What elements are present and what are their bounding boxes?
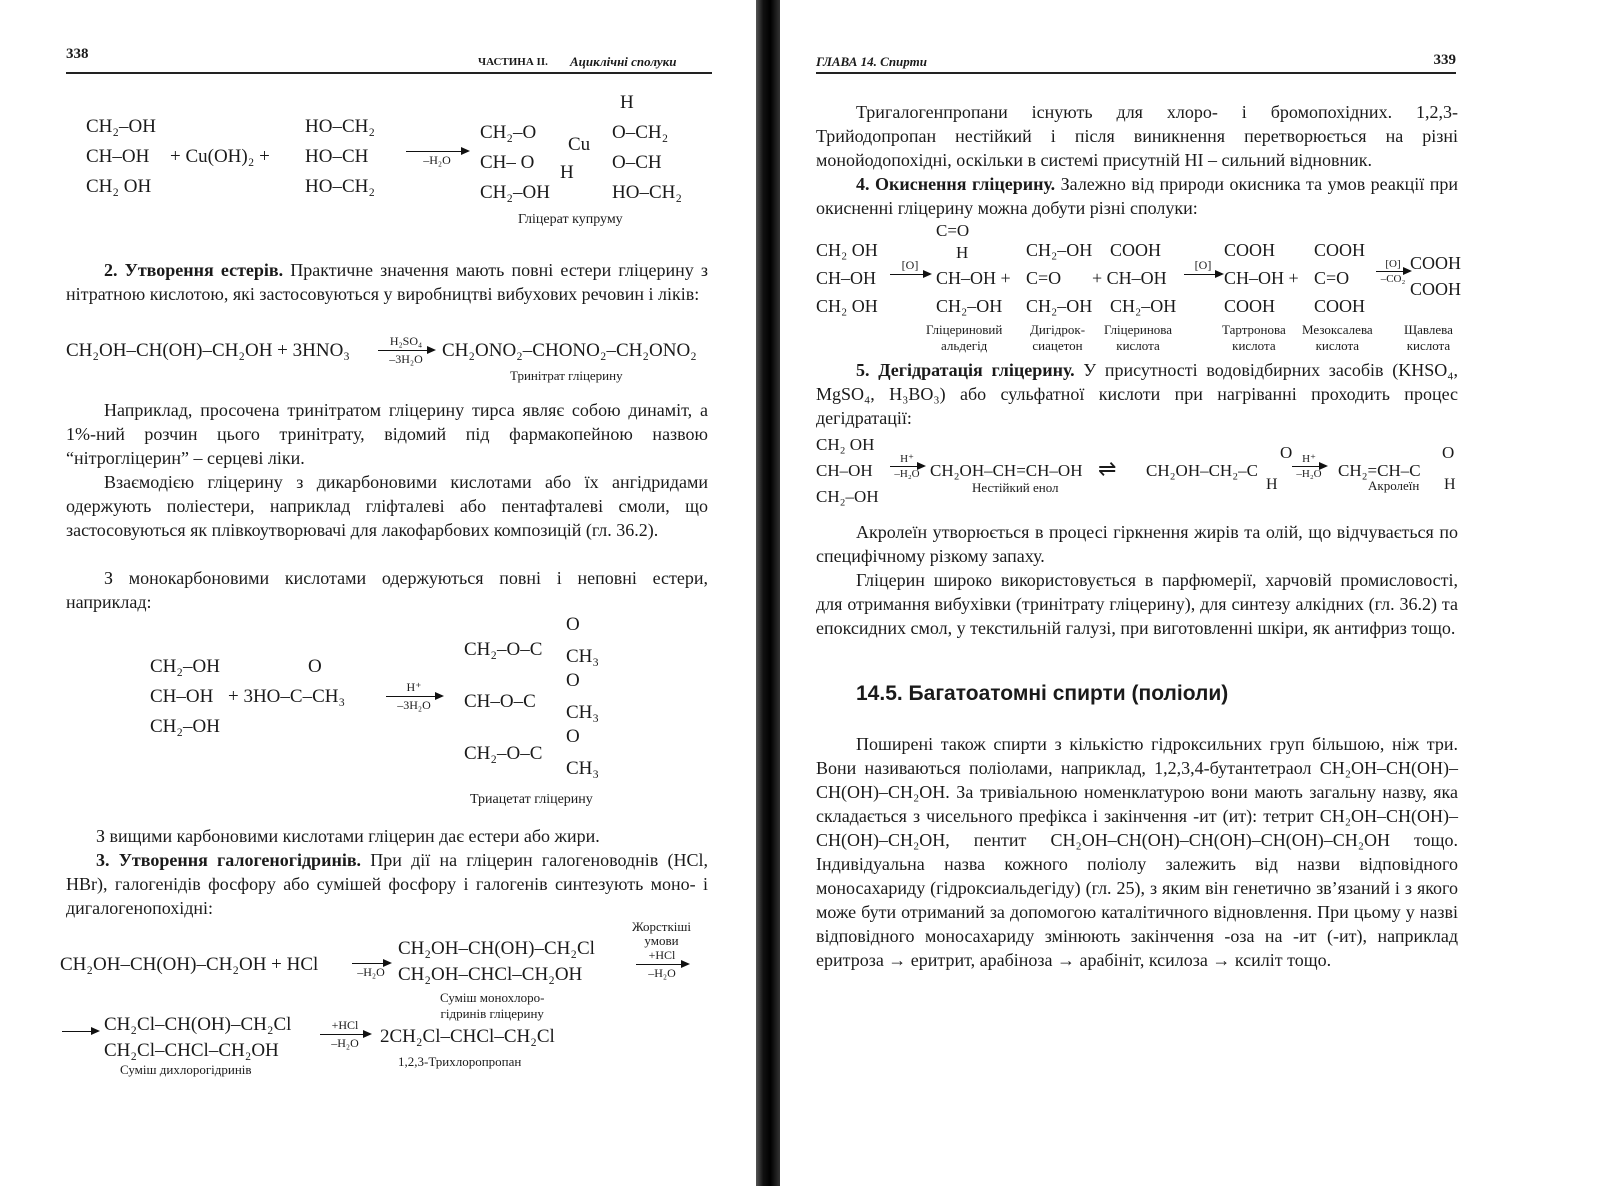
section2-paragraph: 2. Утворення естерів. Практичне значення мають повні естери гліцерину з нітратною кислотою, які застосовуються у виробництві вибухових речовин і ліків: [66, 260, 708, 304]
ox-caption-3: Гліцеринова кислота [1104, 322, 1173, 353]
nitrate-arrow: H₂SO₄ –3H₂O [378, 334, 434, 367]
ox-arrow-2: [O] [1184, 258, 1222, 276]
ox-arrow-3: [O] –CO₂ [1376, 258, 1410, 285]
ox-caption-4: Тартронова кислота [1222, 322, 1286, 353]
halo-mono: CH₂OH–CH(OH)–CH₂Cl CH₂OH–CHCl–CH₂OH [398, 938, 595, 985]
running-head-part: ЧАСТИНА II. [478, 56, 548, 68]
cu-reagent: + Cu(OH)₂ + [170, 146, 270, 167]
dehyd-arrow-1: H⁺ –H₂O [890, 452, 924, 480]
ox-aldehyde: CH–OH + CH₂–OH [936, 268, 1011, 316]
halo-arrow-1: –H₂O [352, 962, 390, 980]
cu-arrow: –H₂O [406, 150, 468, 168]
halo-harsh-conditions: Жорсткіші умови [632, 919, 691, 948]
page-number: 338 [66, 46, 89, 62]
cu-product-right: O–CH₂ O–CH HO–CH₂ [612, 122, 682, 203]
acetate-o-3: O [566, 726, 580, 747]
acetate-arrow: H⁺ –3H₂O [386, 680, 442, 713]
ox-caption-2: Дигідрок- сиацетон [1030, 322, 1086, 353]
acetate-ch3-3: CH₃ [566, 758, 600, 779]
dehyd-acrolein: CH₂=CH–C [1338, 461, 1421, 480]
dehyd-enol: CH₂OH–CH=CH–OH [930, 461, 1083, 480]
para-polyols: Поширені також спирти з кількістю гідроксильних груп більшою, ніж три. Вони називаються поліолами, наприклад, 1,2,3,4-бутантетраол CH₂OH–CH(OH)–CH(OH)–CH₂OH. За тривіальною номенклатурою вони мають загальну назву, яка складається з чисельного префікса і закінчення -ит (ит): тетрит CH₂OH–CH(OH)–CH(OH)–CH₂OH, пентит CH₂OH–CH(OH)–CH(OH)–CH(OH)–CH₂OH тощо. Індивідуальна назва кожного поліолу залежить від назви відповідного моносахариду (гідроксиальдегіду) (гл. 25), з яким він генетично зв’язаний і з якого може бути отриманий за допомогою каталітичного відновлення. При цьому у назві відповідного моносахариду змінюють закінчення -оза на -ит (-ит), наприклад еритроза → еритрит, арабіноза → арабініт, ксилоза → ксиліт тощо. [816, 734, 1458, 970]
dehyd-arrow-2: H⁺ –H₂O [1292, 452, 1326, 480]
acetate-caption: Триацетат гліцерину [470, 792, 593, 807]
acetate-ch3-2: CH₃ [566, 702, 600, 723]
halo-di: CH₂Cl–CH(OH)–CH₂Cl CH₂Cl–CHCl–CH₂OH [104, 1014, 292, 1061]
acetate-glycerol: CH₂–OH CH–OH CH₂–OH [150, 656, 220, 737]
nitrate-eq-left: CH₂OH–CH(OH)–CH₂OH + 3HNO₃ [66, 340, 350, 361]
halo-tri-caption: 1,2,3-Трихлоропропан [398, 1054, 522, 1069]
left-running-head [66, 46, 712, 74]
right-page [780, 0, 1610, 1186]
nitrate-eq-right: CH₂ONO₂–CHONO₂–CH₂ONO₂ [442, 340, 697, 361]
nitrate-caption: Тринітрат гліцерину [510, 368, 623, 383]
cu-product-cu: Cu [568, 134, 591, 155]
halo-arrow-3: +HCl –H₂O [320, 1018, 370, 1051]
para-mono: З монокарбоновими кислотами одержуються повні і неповні естери, наприклад: [66, 568, 708, 612]
cu-glycerol-2: HO–CH₂ HO–CH HO–CH₂ [305, 116, 375, 197]
dehyd-acr-h: H [1444, 476, 1456, 493]
section5-paragraph: 5. Дегідратація гліцерину. У присутності водовідбирних засобів (KHSO₄, MgSO₄, H₃BO₃) або сульфатної кислоти при нагріванні проходить процес дегідратації: [816, 360, 1458, 428]
dehyd-glycerol: CH₂ OH CH–OH CH₂–OH [816, 435, 879, 506]
left-page [0, 0, 756, 1186]
halo-mono-caption: Суміш монохлоро- гідринів гліцерину [440, 990, 545, 1021]
dehyd-aldehyde: CH₂OH–CH₂–C [1146, 461, 1258, 480]
halo-di-caption: Суміш дихлорогідринів [120, 1062, 252, 1077]
para-fats: З вищими карбоновими кислотами гліцерин дає естери або жири. [96, 826, 600, 846]
acetate-product: CH₂–O–C CH–O–C CH₂–O–C [464, 639, 543, 764]
section3-paragraph: 3. Утворення галогеногідринів. При дії на гліцерин галогеноводнів (HCl, HBr), галогенідів фосфору або сумішей фосфору і галогенів синтезують моно- і дигалогенопохідні: [66, 850, 709, 918]
ox-tartronic: COOH CH–OH + COOH [1224, 240, 1299, 316]
ox-oxalic: COOH COOH [1410, 253, 1462, 299]
section-heading-14-5: 14.5. Багатоатомні спирти (поліоли) [856, 682, 1229, 705]
ox-aldehyde-h: H [956, 243, 969, 262]
acetate-acid: + 3HO–C–CH₃ [228, 686, 346, 707]
ox-arrow-1: [O] [890, 258, 930, 276]
acetate-o-2: O [566, 670, 580, 691]
para-uses: Гліцерин широко використовується в парфюмерії, харчовій промисловості, для отримання вибухівки (тринітрату гліцерину), для синтезу алкідних (гл. 36.2) та епоксидних смол, у текстильній галузі, при виготовленні шкіри, як антифриз тощо. [816, 570, 1458, 638]
halo-start: CH₂OH–CH(OH)–CH₂OH + HCl [60, 954, 319, 975]
acetate-o-1: O [566, 614, 580, 635]
right-running-head [816, 52, 1456, 74]
dehyd-acr-o: O [1442, 443, 1455, 462]
cu-caption: Гліцерат купруму [518, 212, 623, 227]
dehyd-acrolein-caption: Акролеїн [1368, 478, 1420, 493]
para-trihalo: Тригалогенпропани існують для хлоро- і бромопохідних. 1,2,3-Трийодопропан нестійкий і після виникнення перетворюється на різні монойодопохідні, оскільки в системі присутній HI – сильний відновник. [816, 102, 1458, 170]
running-head-title: ГЛАВА 14. Спирти [816, 54, 927, 69]
page-number: 339 [1433, 52, 1456, 68]
para-dynamite: Наприклад, просочена тринітратом гліцерину тирса являє собою динаміт, а 1%-ний розчин цього тринітрату, відомий під фармакопейною назвою “нітрогліцерин” – серцеві ліки. [66, 400, 708, 468]
ox-caption-1: Гліцериновий альдегід [926, 322, 1003, 353]
halo-arrow-2: +HCl –H₂O [636, 948, 688, 981]
halo-arrow-cont [62, 1030, 98, 1033]
ox-caption-5: Мезоксалева кислота [1302, 322, 1373, 353]
para-acrolein: Акролеїн утворюється в процесі гіркнення жирів та олій, що відчувається по специфічному різкому запаху. [816, 522, 1458, 566]
ox-mesoxalic: COOH C=O COOH [1314, 240, 1366, 316]
ox-glyceric: COOH + CH–OH CH₂–OH [1092, 240, 1177, 316]
dehyd-ald-o: O [1280, 443, 1293, 462]
cu-product-left: CH₂–O CH– O CH₂–OH [480, 122, 550, 203]
section4-paragraph: 4. Окиснення гліцерину. Залежно від природи окисника та умов реакції при окисненні гліцерину можна добути різні сполуки: [816, 174, 1458, 218]
ox-ketone: CH₂–OH C=O CH₂–OH [1026, 240, 1093, 316]
acetate-acid-o: O [308, 656, 322, 677]
dehyd-ald-h: H [1266, 476, 1278, 493]
book-spine [756, 0, 780, 1186]
running-head-title: Ациклічні сполуки [570, 54, 677, 69]
ox-aldehyde-top: C=O [936, 221, 970, 240]
ox-caption-6: Щавлева кислота [1404, 322, 1453, 353]
cu-product-h: H [560, 162, 574, 183]
para-polyesters: Взаємодією гліцерину з дикарбоновими кислотами або їх ангідридами одержують поліестери, наприклад гліфталеві або пентафталеві смоли, що застосовуються як плівкоутворювачі для лакофарбових композицій (гл. 36.2). [66, 472, 708, 540]
halo-tri: 2CH₂Cl–CHCl–CH₂Cl [380, 1026, 555, 1047]
dehyd-enol-caption: Нестійкий енол [972, 480, 1059, 495]
acetate-ch3-1: CH₃ [566, 646, 600, 667]
cu-product-h-top: H [620, 92, 634, 113]
dehyd-equilibrium: ⇌ [1098, 456, 1117, 481]
ox-glycerol: CH₂ OH CH–OH CH₂ OH [816, 240, 878, 316]
cu-glycerol: CH₂–OH CH–OH CH₂ OH [86, 116, 156, 197]
